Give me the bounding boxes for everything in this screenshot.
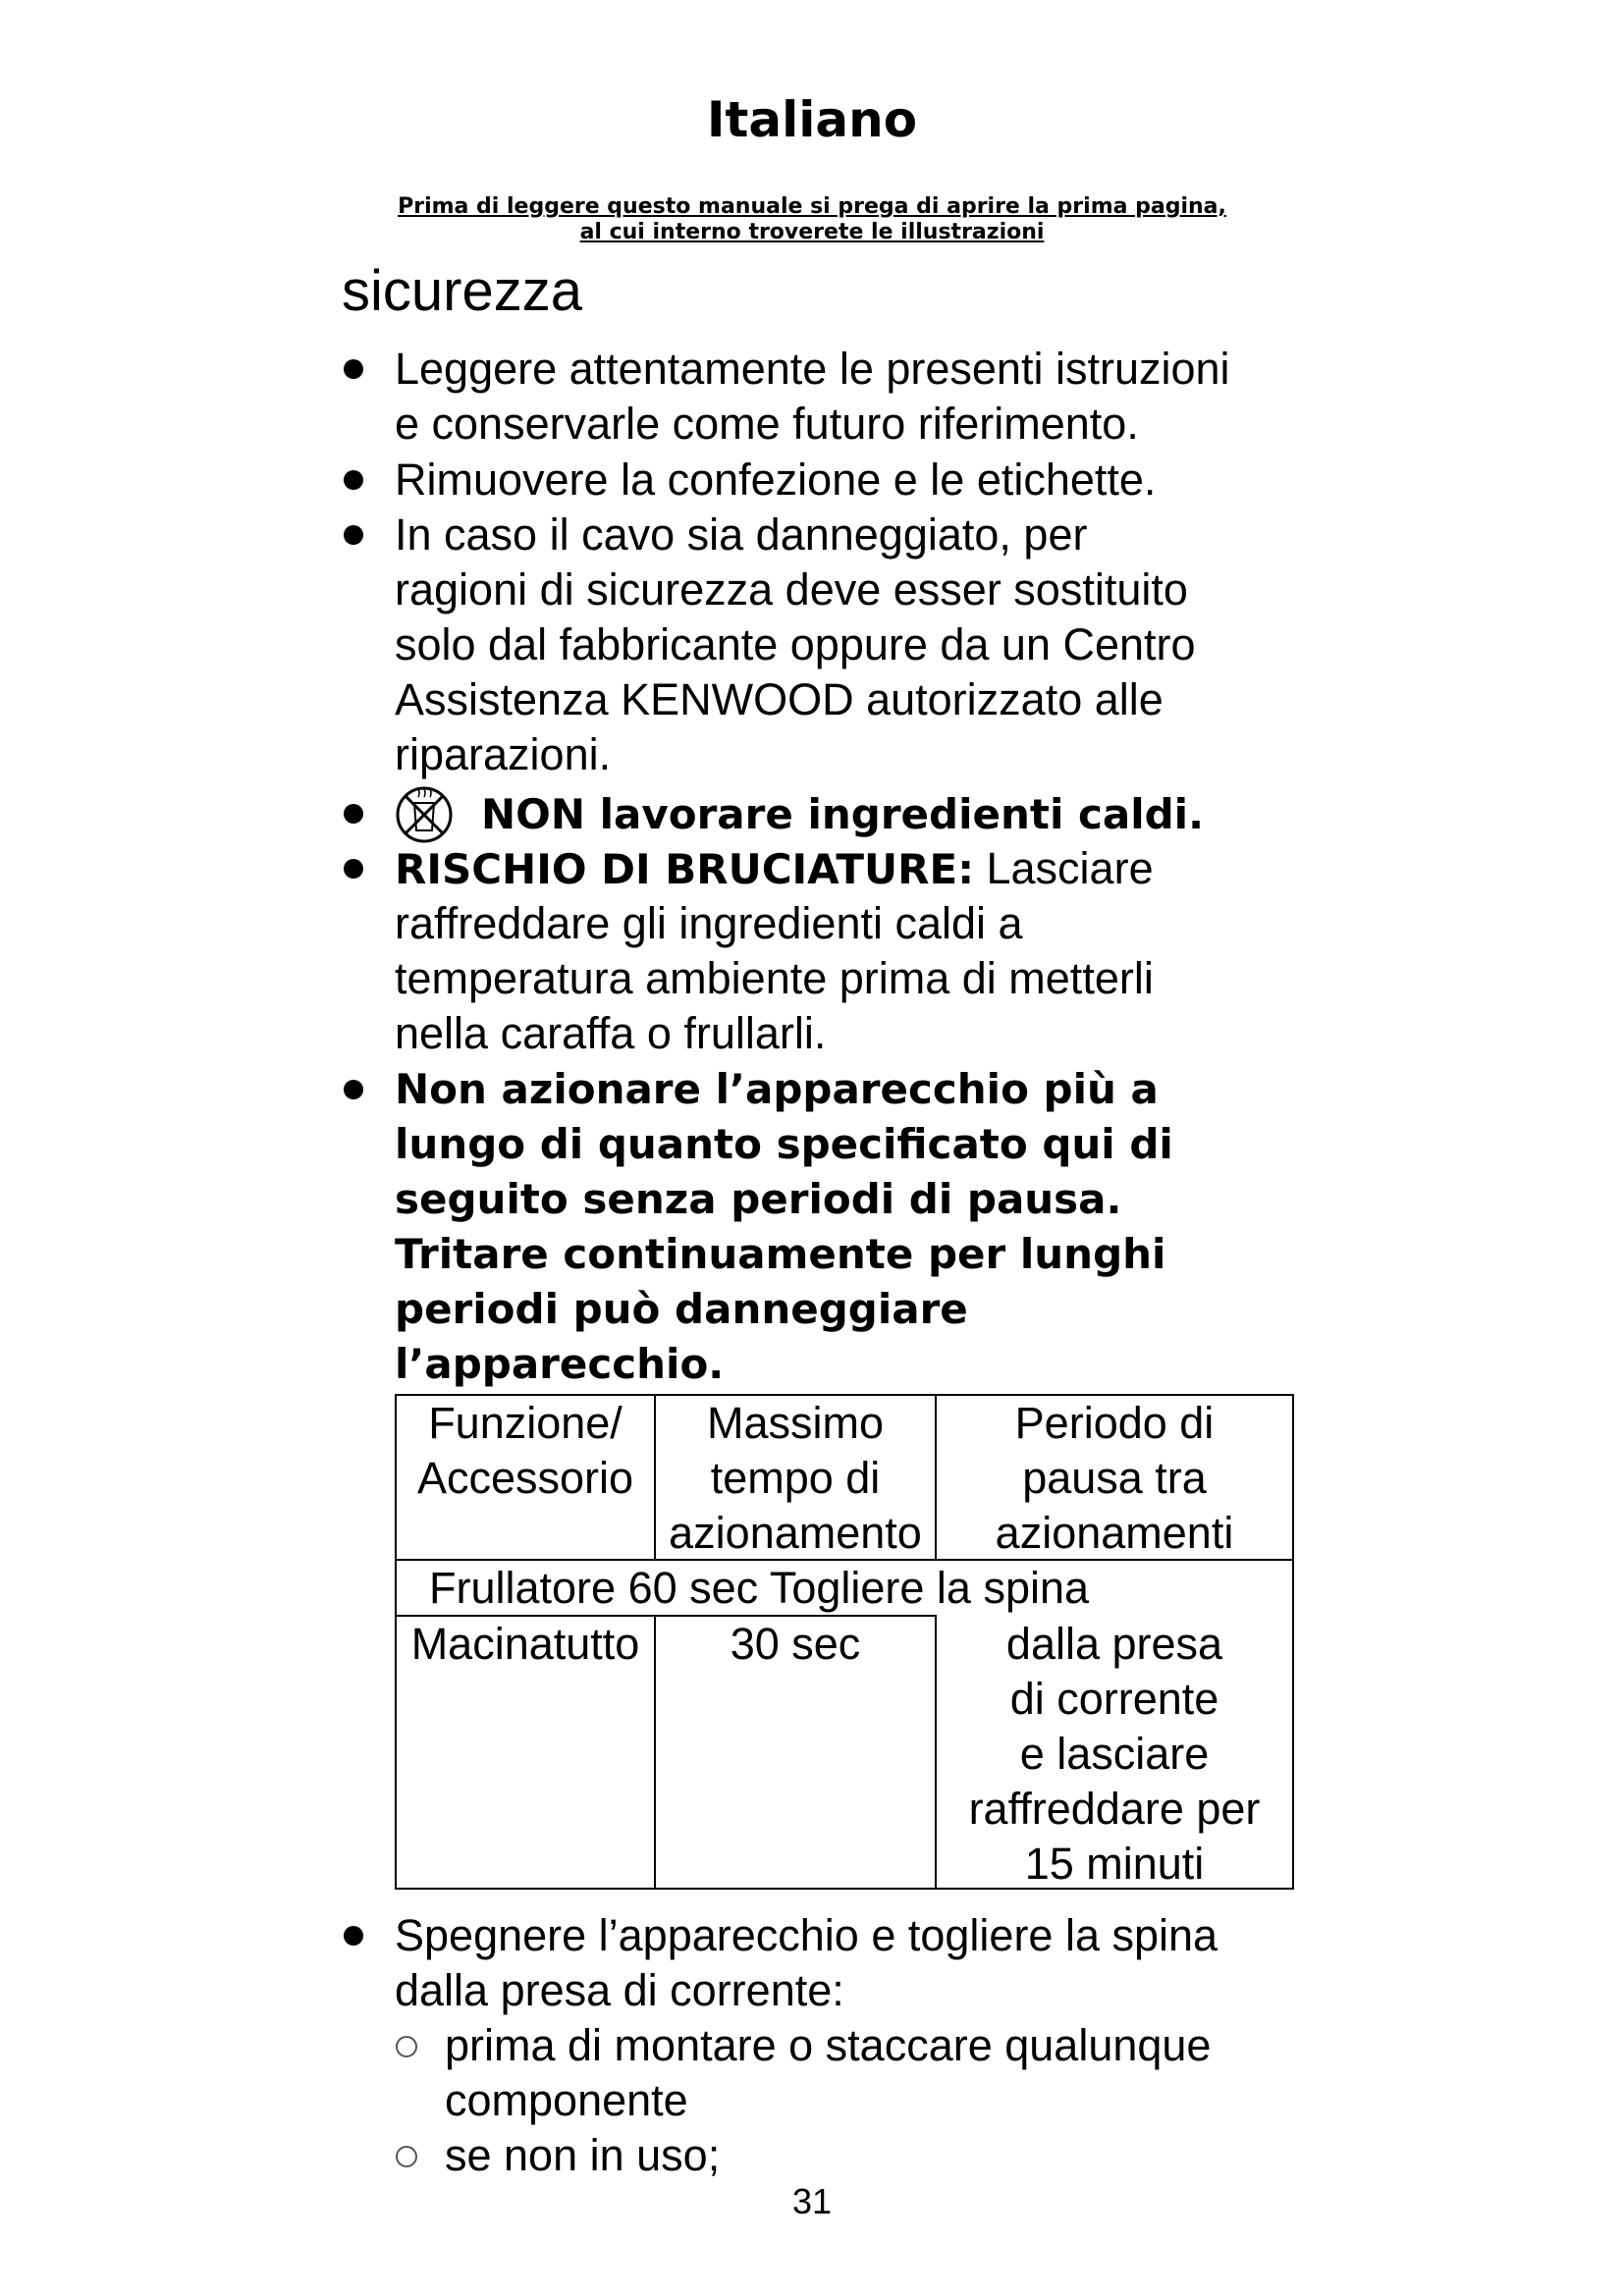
pause-text: raffreddare per (968, 1784, 1261, 1834)
pause-text: e lasciare (1019, 1729, 1210, 1779)
section-title: sicurezza (342, 259, 582, 323)
bullet-dot (344, 359, 363, 379)
sub-bullet-2-text: se non in uso; (445, 2130, 721, 2180)
header-text: Massimo (706, 1398, 885, 1448)
bullet-6-line-3: seguito senza periodi di pausa. (395, 1175, 1122, 1223)
header-text: azionamento (669, 1508, 922, 1558)
bullet-5-line-2: raffreddare gli ingredienti caldi a (395, 898, 1023, 948)
header-text: azionamenti (995, 1508, 1234, 1558)
instruction-note (0, 194, 1624, 245)
bullet-1-line-2: e conservarle come futuro riferimento. (395, 399, 1139, 449)
pause-text: di corrente (1009, 1674, 1219, 1724)
language-heading: Italiano (706, 91, 918, 148)
table-header-function (397, 1396, 654, 1506)
bullet-dot (344, 804, 363, 824)
header-text: pausa tra (1022, 1453, 1207, 1503)
bullet-dot (344, 525, 363, 545)
bullet-3-line-4: Assistenza KENWOOD autorizzato alle (395, 674, 1164, 724)
bullet-5-line-1 (395, 841, 1154, 897)
bullet-7-line-2: dalla presa di corrente: (395, 1965, 844, 2015)
bullet-5-line-3: temperatura ambiente prima di metterli (395, 953, 1154, 1003)
pause-text: 15 minuti (1024, 1839, 1205, 1889)
header-text: Periodo di (1014, 1398, 1215, 1448)
header-text: Funzione/ (428, 1398, 623, 1448)
burn-risk-text: Lasciare (974, 843, 1154, 893)
bullet-dot (344, 859, 363, 879)
page-number: 31 (791, 2181, 833, 2221)
bullet-6-line-4: Tritare continuamente per lunghi (395, 1230, 1166, 1278)
bullet-3-line-5: riparazioni. (395, 729, 612, 779)
no-hot-ingredients-icon (395, 785, 454, 844)
bullet-6-line-5: periodi può danneggiare (395, 1285, 968, 1333)
table-header-pause (937, 1396, 1292, 1561)
table-row-blender: Frullatore 60 sec Togliere la spina (429, 1563, 1090, 1613)
bullet-3-line-3: solo dal fabbricante oppure da un Centro (395, 619, 1196, 669)
sub-bullet-circle (396, 2146, 417, 2167)
burn-risk-label: RISCHIO DI BRUCIATURE: (395, 845, 974, 893)
bullet-dot (344, 1926, 363, 1946)
bullet-3-line-1: In caso il cavo sia danneggiato, per (395, 509, 1088, 560)
bullet-7-line-1: Spegnere l’apparecchio e togliere la spina (395, 1910, 1218, 1960)
bullet-dot (344, 1080, 363, 1099)
sub-bullet-1-line-2: componente (445, 2075, 688, 2125)
bullet-1-line-1: Leggere attentamente le presenti istruzioni (395, 344, 1230, 394)
table-cell-mill: Macinatutto (410, 1619, 640, 1669)
bullet-4-text: NON lavorare ingredienti caldi. (481, 790, 1205, 838)
pause-text: dalla presa (1005, 1619, 1223, 1669)
bullet-6-line-6: l’apparecchio. (395, 1340, 725, 1388)
instruction-note-line-2: al cui interno troverete le illustrazioni (579, 220, 1045, 244)
bullet-5-line-4: nella caraffa o frullarli. (395, 1008, 827, 1058)
table-cell-mill-time: 30 sec (730, 1619, 861, 1669)
table-header-max-time (656, 1396, 935, 1561)
bullet-3-line-2: ragioni di sicurezza deve esser sostituito (395, 564, 1188, 614)
sub-bullet-circle (396, 2036, 417, 2057)
bullet-6-line-2: lungo di quanto specificato qui di (395, 1120, 1173, 1168)
bullet-2-text: Rimuovere la confezione e le etichette. (395, 454, 1157, 505)
bullet-6-line-1: Non azionare l’apparecchio più a (395, 1065, 1159, 1113)
bullet-dot (344, 470, 363, 490)
sub-bullet-1-line-1: prima di montare o staccare qualunque (445, 2020, 1212, 2070)
table-cell-pause-instructions (937, 1617, 1292, 1892)
instruction-note-line-1: Prima di leggere questo manuale si prega di aprire la prima pagina, (398, 194, 1226, 219)
header-text: tempo di (710, 1453, 881, 1503)
header-text: Accessorio (416, 1453, 634, 1503)
